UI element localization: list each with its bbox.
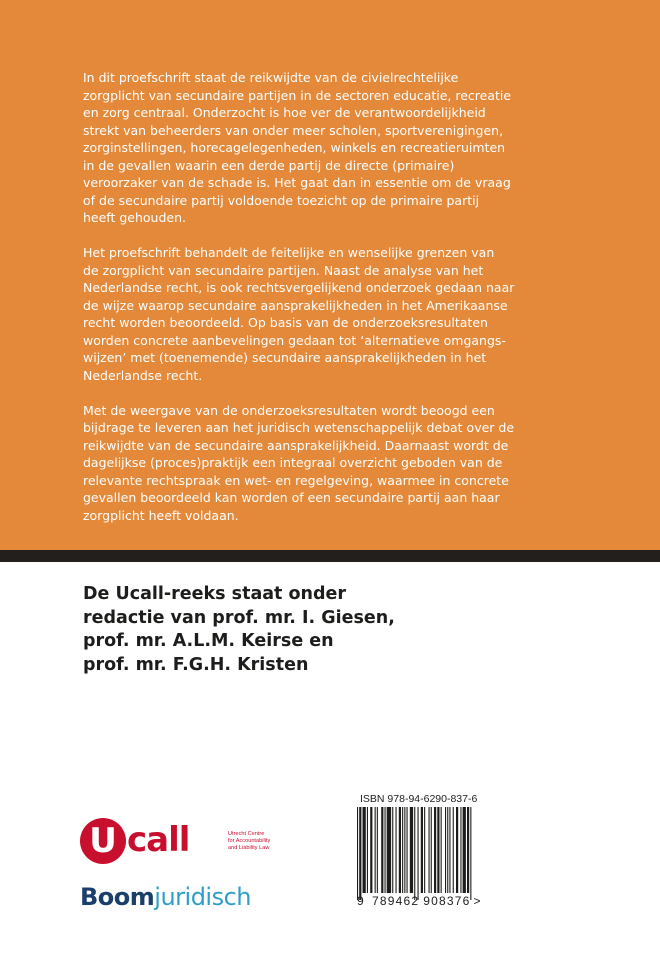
barcode-bar [414,807,415,900]
blurb-line: wijzen’ met (toenemende) secundaire aansprakelijkheden in het [83,350,487,365]
blurb-line: worden concrete aanbevelingen gedaan tot ‘alternatieve omgangs- [83,332,506,348]
ucall-subtitle-line: Utrecht Centre [228,831,265,837]
barcode-bar [363,807,366,893]
editors-line: prof. mr. F.G.H. Kristen [83,654,309,675]
barcode-bar [377,807,378,893]
blurb-line: in de gevallen waarin een derde partij de directe (primaire) [83,157,455,173]
blurb-line: Het proefschrift behandelt de feitelijke en wenselijke grenzen van [83,245,495,260]
barcode-bar [445,807,446,893]
barcode-bar [418,807,419,900]
barcode-bar [421,807,423,893]
barcode-bar [387,807,391,893]
editors-line: prof. mr. A.L.M. Keirse en [83,631,334,651]
blurb-line: relevante rechtspraak en wet- en regelgeving, waarmee in concrete [83,472,509,488]
ucall-wordmark: call [127,820,190,860]
barcode-bar [424,807,425,893]
barcode-end-mark: > [473,894,482,908]
barcode-bar [463,807,466,893]
barcode-bar [470,807,471,900]
blurb-line: heeft gehouden. [83,210,186,225]
barcode-bar [467,807,469,893]
blurb-line: en zorg centraal. Onderzocht is hoe ver de verantwoordelijkheid [83,105,486,120]
blurb-line: Nederlandse recht, is ook rechtsvergelijkend onderzoek gedaan naar [83,280,515,295]
barcode-bar [367,807,368,893]
barcode-icon [357,807,487,900]
barcode-digits [357,894,482,909]
blurb-paragraph-1 [83,69,563,227]
blurb-line: strekt van beheerders van onder meer scholen, sportverenigingen, [83,122,504,138]
blurb-line: Met de weergave van de onderzoeksresultaten wordt beoogd een [83,402,495,418]
barcode-bar [441,807,442,893]
barcode-bar [410,807,413,893]
blurb-line: reikwijdte van de secundaire aansprakelijkheid. Daarnaast wordt de [83,437,509,453]
barcode-bar [392,807,393,893]
blurb-line: zorgplicht van secundaire partijen in de sectoren educatie, recreatie [83,87,512,103]
back-cover-blurb [83,69,563,542]
barcode-bar [375,807,376,893]
barcode-bar [396,807,397,893]
barcode-bar [447,807,448,893]
barcode-bar [437,807,439,893]
ucall-logo [80,818,280,870]
blurb-line: gevallen beoordeeld kan worden of een secundaire partij aan haar [83,490,500,505]
barcode-bar [434,807,436,893]
blurb-line: bijdrage te leveren aan het juridisch wetenschappelijk debat over de [83,420,515,435]
barcode-digit-first: 9 [357,894,365,908]
ucall-circle-icon: U [80,818,126,864]
barcode-bar [456,807,458,893]
blurb-line: de zorgplicht van secundaire partijen. Naast de analyse van het [83,262,484,278]
barcode-bar [449,807,450,893]
blurb-line: In dit proefschrift staat de reikwijdte van de civielrechtelijke [83,70,459,85]
barcode-bar [402,807,403,893]
barcode-bar [370,807,372,893]
editors-line: redactie van prof. mr. I. Giesen, [83,607,395,628]
barcode-bar [407,807,408,893]
barcode-bar [431,807,432,893]
publisher-name-part2: juridisch [154,883,252,911]
blurb-line: zorgplicht heeft voldaan. [83,507,239,523]
barcode-digit-group-2: 908376 [423,894,471,908]
barcode-bar [460,807,461,893]
blurb-paragraph-2 [83,244,563,384]
barcode-bar [359,807,361,900]
ucall-subtitle-line: for Accountability [228,838,271,844]
series-editors [83,583,603,677]
blurb-line: dagelijkse (proces)praktijk een integraal overzicht geboden van de [83,455,503,470]
barcode-bar [453,807,454,893]
blurb-line: de wijze waarop secundaire aansprakelijkheden in het Amerikaanse [83,297,508,313]
blurb-line: zorginstellingen, horecagelegenheden, winkels en recreatieruimten [83,140,506,155]
blurb-line: Nederlandse recht. [83,367,203,383]
blurb-line: recht worden beoordeeld. Op basis van de onderzoeksresultaten [83,315,488,330]
isbn-barcode [357,793,507,913]
barcode-bar [385,807,386,893]
blurb-line: veroorzaker van de schade is. Het gaat dan in essentie om de vraag [83,175,511,190]
barcode-bar [381,807,383,893]
barcode-bar [404,807,405,893]
divider-rule [0,550,660,562]
barcode-bar [399,807,401,893]
isbn-label: ISBN 978-94-6290-837-6 [360,793,478,805]
publisher-name-part1: Boom [80,883,155,911]
publisher-logo [80,883,251,911]
barcode-bar [357,807,358,900]
barcode-bar [429,807,430,893]
barcode-digit-group-1: 789462 [372,894,420,908]
ucall-subtitle-line: and Liability Law [228,845,270,851]
blurb-line: of de secundaire partij voldoende toezicht op de primaire partij [83,192,480,208]
blurb-paragraph-3 [83,402,563,525]
ucall-subtitle [228,831,270,852]
editors-line: De Ucall-reeks staat onder [83,584,347,604]
